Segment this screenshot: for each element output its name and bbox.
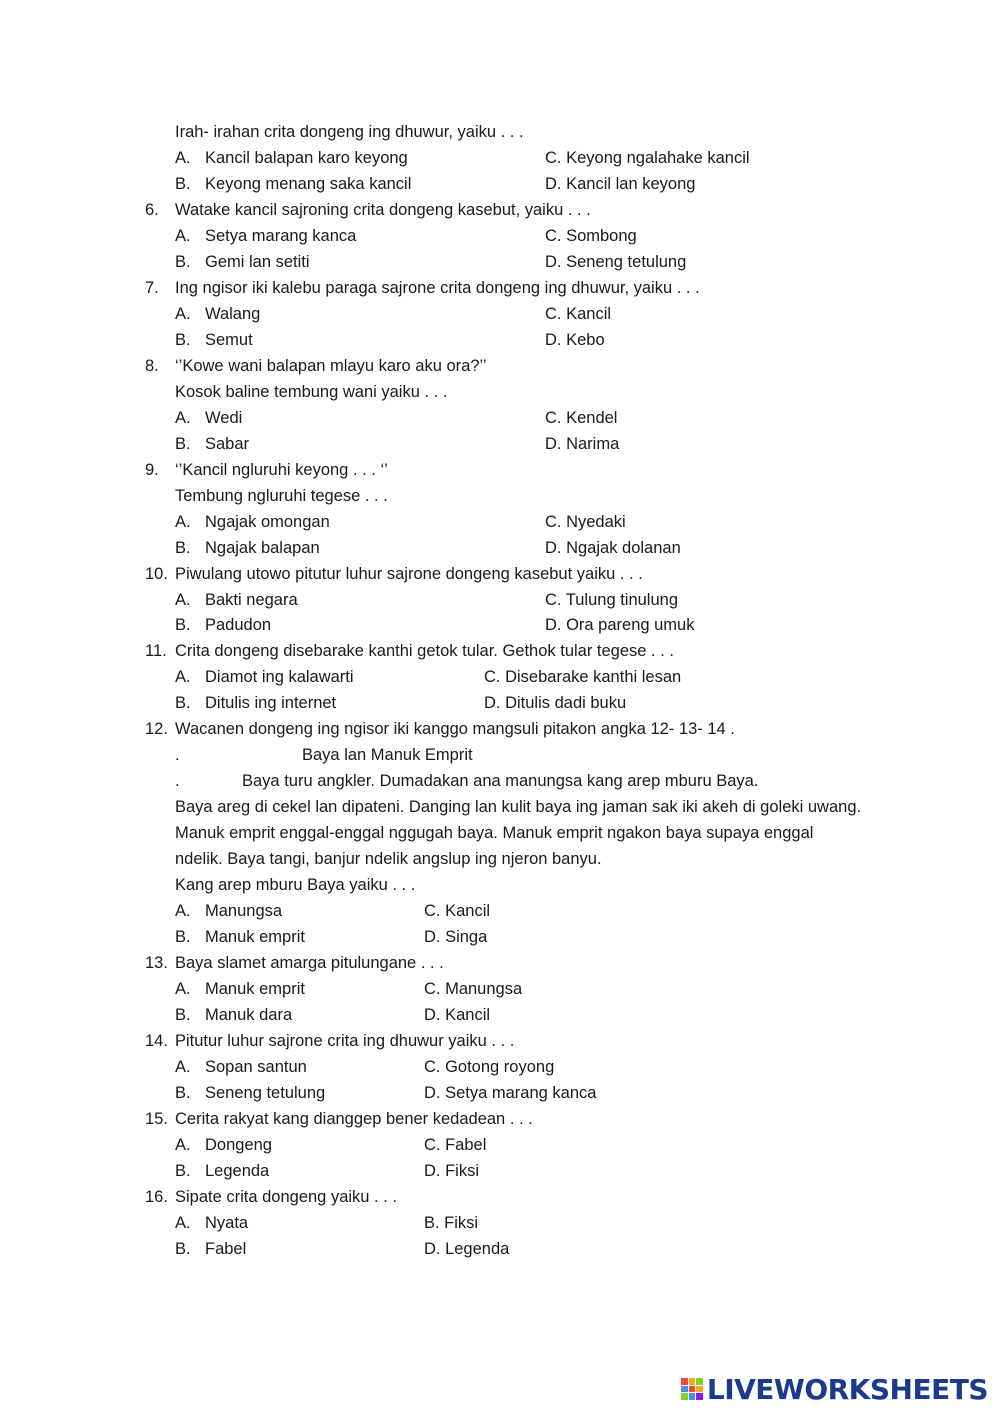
option-row	[0, 249, 1000, 275]
option-row	[0, 976, 1000, 1002]
passage-line	[0, 820, 1000, 846]
option-row	[0, 171, 1000, 197]
option-letter: B.	[175, 1084, 191, 1102]
option-row	[0, 924, 1000, 950]
passage-text: Manuk emprit enggal-enggal nggugah baya. Manuk emprit ngakon baya supaya enggal	[175, 824, 814, 842]
option-letter: A.	[175, 1136, 191, 1154]
liveworksheets-logo-text: LIVEWORKSHEETS	[706, 1372, 988, 1406]
option-text: D. Singa	[424, 928, 488, 946]
question-11	[0, 638, 1000, 664]
passage-line	[0, 768, 1000, 794]
option-text: C. Disebarake kanthi lesan	[484, 668, 682, 686]
option-text: D. Seneng tetulung	[545, 253, 687, 271]
option-text: D. Ditulis dadi buku	[484, 694, 627, 712]
option-row	[0, 509, 1000, 535]
passage-text: Baya areg di cekel lan dipateni. Danging lan kulit baya ing jaman sak iki akeh di goleki uwang.	[175, 798, 862, 816]
question-number: 14.	[145, 1032, 168, 1050]
option-letter: B.	[175, 1006, 191, 1024]
option-text: Kancil balapan karo keyong	[205, 149, 408, 167]
question-stem: Tembung ngluruhi tegese . . .	[175, 487, 388, 505]
option-text: Manuk emprit	[205, 928, 305, 946]
option-row	[0, 1080, 1000, 1106]
question-stem: Wacanen dongeng ing ngisor iki kanggo mangsuli pitakon angka 12- 13- 14 .	[175, 720, 735, 738]
option-text: Setya marang kanca	[205, 227, 357, 245]
passage-line	[0, 846, 1000, 872]
option-text: C. Nyedaki	[545, 513, 626, 531]
option-text: Ngajak balapan	[205, 539, 320, 557]
option-text: Manungsa	[205, 902, 283, 920]
option-row	[0, 1210, 1000, 1236]
option-text: Wedi	[205, 409, 243, 427]
option-letter: A.	[175, 513, 191, 531]
option-letter: B.	[175, 539, 191, 557]
option-text: C. Kancil	[545, 305, 612, 323]
option-letter: B.	[175, 694, 191, 712]
option-text: C. Kendel	[545, 409, 618, 427]
option-letter: B.	[175, 331, 191, 349]
option-letter: B.	[175, 1162, 191, 1180]
question-stem: Cerita rakyat kang dianggep bener kedadean . . .	[175, 1110, 533, 1128]
passage-title: Baya lan Manuk Emprit	[302, 746, 473, 764]
option-letter: B.	[175, 435, 191, 453]
question-15	[0, 1106, 1000, 1132]
option-row	[0, 664, 1000, 690]
option-row	[0, 1132, 1000, 1158]
option-letter: A.	[175, 1058, 191, 1076]
option-text: C. Gotong royong	[424, 1058, 555, 1076]
question-stem: Crita dongeng disebarake kanthi getok tular. Gethok tular tegese . . .	[175, 642, 674, 660]
passage-text: Baya turu angkler. Dumadakan ana manungsa kang arep mburu Baya.	[242, 772, 759, 790]
option-row	[0, 690, 1000, 716]
option-row	[0, 587, 1000, 613]
passage-title-line	[0, 742, 1000, 768]
question-stem: Piwulang utowo pitutur luhur sajrone dongeng kasebut yaiku . . .	[175, 565, 643, 583]
option-text: C. Tulung tinulung	[545, 591, 679, 609]
question-stem: Kosok baline tembung wani yaiku . . .	[175, 383, 448, 401]
question-16	[0, 1184, 1000, 1210]
question-number: 11.	[145, 642, 167, 660]
option-row	[0, 535, 1000, 561]
option-text: Keyong menang saka kancil	[205, 175, 412, 193]
option-letter: A.	[175, 668, 191, 686]
option-text: Semut	[205, 331, 253, 349]
option-letter: B.	[175, 253, 191, 271]
question-12	[0, 716, 1000, 742]
option-text: D. Fiksi	[424, 1162, 479, 1180]
option-text: D. Legenda	[424, 1240, 510, 1258]
passage-line	[0, 794, 1000, 820]
option-row	[0, 612, 1000, 638]
option-text: D. Kancil	[424, 1006, 491, 1024]
question-12-prompt	[0, 872, 1000, 898]
option-text: Nyata	[205, 1214, 249, 1232]
question-8-subline	[0, 379, 1000, 405]
option-letter: A.	[175, 149, 191, 167]
question-8	[0, 353, 1000, 379]
option-letter: A.	[175, 980, 191, 998]
option-text: Manuk emprit	[205, 980, 305, 998]
question-stem: Baya slamet amarga pitulungane . . .	[175, 954, 444, 972]
question-stem: Ing ngisor iki kalebu paraga sajrone crita dongeng ing dhuwur, yaiku . . .	[175, 279, 700, 297]
option-row	[0, 898, 1000, 924]
option-letter: A.	[175, 227, 191, 245]
option-text: Manuk dara	[205, 1006, 293, 1024]
option-row	[0, 405, 1000, 431]
option-row	[0, 1158, 1000, 1184]
option-letter: A.	[175, 591, 191, 609]
option-text: D. Kancil lan keyong	[545, 175, 696, 193]
question-number: 6.	[145, 201, 159, 219]
question-stem: Sipate crita dongeng yaiku . . .	[175, 1188, 397, 1206]
question-9-subline	[0, 483, 1000, 509]
question-number: 10.	[145, 565, 168, 583]
option-letter: B.	[175, 1240, 191, 1258]
option-row	[0, 145, 1000, 171]
option-letter: A.	[175, 902, 191, 920]
question-6	[0, 197, 1000, 223]
question-14	[0, 1028, 1000, 1054]
option-text: Diamot ing kalawarti	[205, 668, 354, 686]
option-letter: A.	[175, 1214, 191, 1232]
option-row	[0, 223, 1000, 249]
question-number: 13.	[145, 954, 168, 972]
question-13	[0, 950, 1000, 976]
option-letter: B.	[175, 928, 191, 946]
option-text: B. Fiksi	[424, 1214, 479, 1232]
option-text: D. Setya marang kanca	[424, 1084, 597, 1102]
passage-marker: .	[175, 772, 180, 790]
option-text: Padudon	[205, 616, 272, 634]
option-row	[0, 431, 1000, 457]
question-number: 12.	[145, 720, 168, 738]
question-10	[0, 561, 1000, 587]
intro-question	[0, 119, 1000, 145]
option-text: Fabel	[205, 1240, 247, 1258]
option-text: Ditulis ing internet	[205, 694, 337, 712]
question-stem: ‘’Kowe wani balapan mlayu karo aku ora?’’	[175, 357, 487, 375]
option-row	[0, 301, 1000, 327]
option-letter: A.	[175, 409, 191, 427]
question-stem: Kang arep mburu Baya yaiku . . .	[175, 876, 416, 894]
option-row	[0, 1054, 1000, 1080]
question-number: 16.	[145, 1188, 168, 1206]
question-7	[0, 275, 1000, 301]
question-stem: Watake kancil sajroning crita dongeng kasebut, yaiku . . .	[175, 201, 591, 219]
option-text: Seneng tetulung	[205, 1084, 326, 1102]
option-text: C. Keyong ngalahake kancil	[545, 149, 750, 167]
option-text: C. Fabel	[424, 1136, 487, 1154]
option-row	[0, 1236, 1000, 1262]
option-text: D. Ora pareng umuk	[545, 616, 695, 634]
passage-text: ndelik. Baya tangi, banjur ndelik angslup ing njeron banyu.	[175, 850, 602, 868]
option-row	[0, 1002, 1000, 1028]
passage-marker: .	[175, 746, 180, 764]
question-9	[0, 457, 1000, 483]
option-text: C. Kancil	[424, 902, 491, 920]
option-text: Legenda	[205, 1162, 270, 1180]
option-text: D. Kebo	[545, 331, 605, 349]
option-letter: A.	[175, 305, 191, 323]
liveworksheets-logo-icon	[681, 1378, 703, 1400]
option-text: Sopan santun	[205, 1058, 307, 1076]
question-stem: ‘’Kancil ngluruhi keyong . . . ‘’	[175, 461, 388, 479]
option-text: Gemi lan setiti	[205, 253, 310, 271]
question-number: 8.	[145, 357, 159, 375]
option-text: D. Ngajak dolanan	[545, 539, 681, 557]
option-text: Dongeng	[205, 1136, 272, 1154]
option-text: Walang	[205, 305, 261, 323]
question-number: 7.	[145, 279, 159, 297]
question-number: 15.	[145, 1110, 168, 1128]
option-row	[0, 327, 1000, 353]
option-text: Bakti negara	[205, 591, 298, 609]
liveworksheets-logo[interactable]	[681, 1372, 988, 1406]
option-text: C. Manungsa	[424, 980, 523, 998]
option-letter: B.	[175, 616, 191, 634]
option-text: D. Narima	[545, 435, 620, 453]
option-letter: B.	[175, 175, 191, 193]
option-text: Ngajak omongan	[205, 513, 330, 531]
option-text: C. Sombong	[545, 227, 637, 245]
question-number: 9.	[145, 461, 159, 479]
question-stem: Irah- irahan crita dongeng ing dhuwur, yaiku . . .	[175, 123, 524, 141]
question-stem: Pitutur luhur sajrone crita ing dhuwur yaiku . . .	[175, 1032, 515, 1050]
option-text: Sabar	[205, 435, 250, 453]
